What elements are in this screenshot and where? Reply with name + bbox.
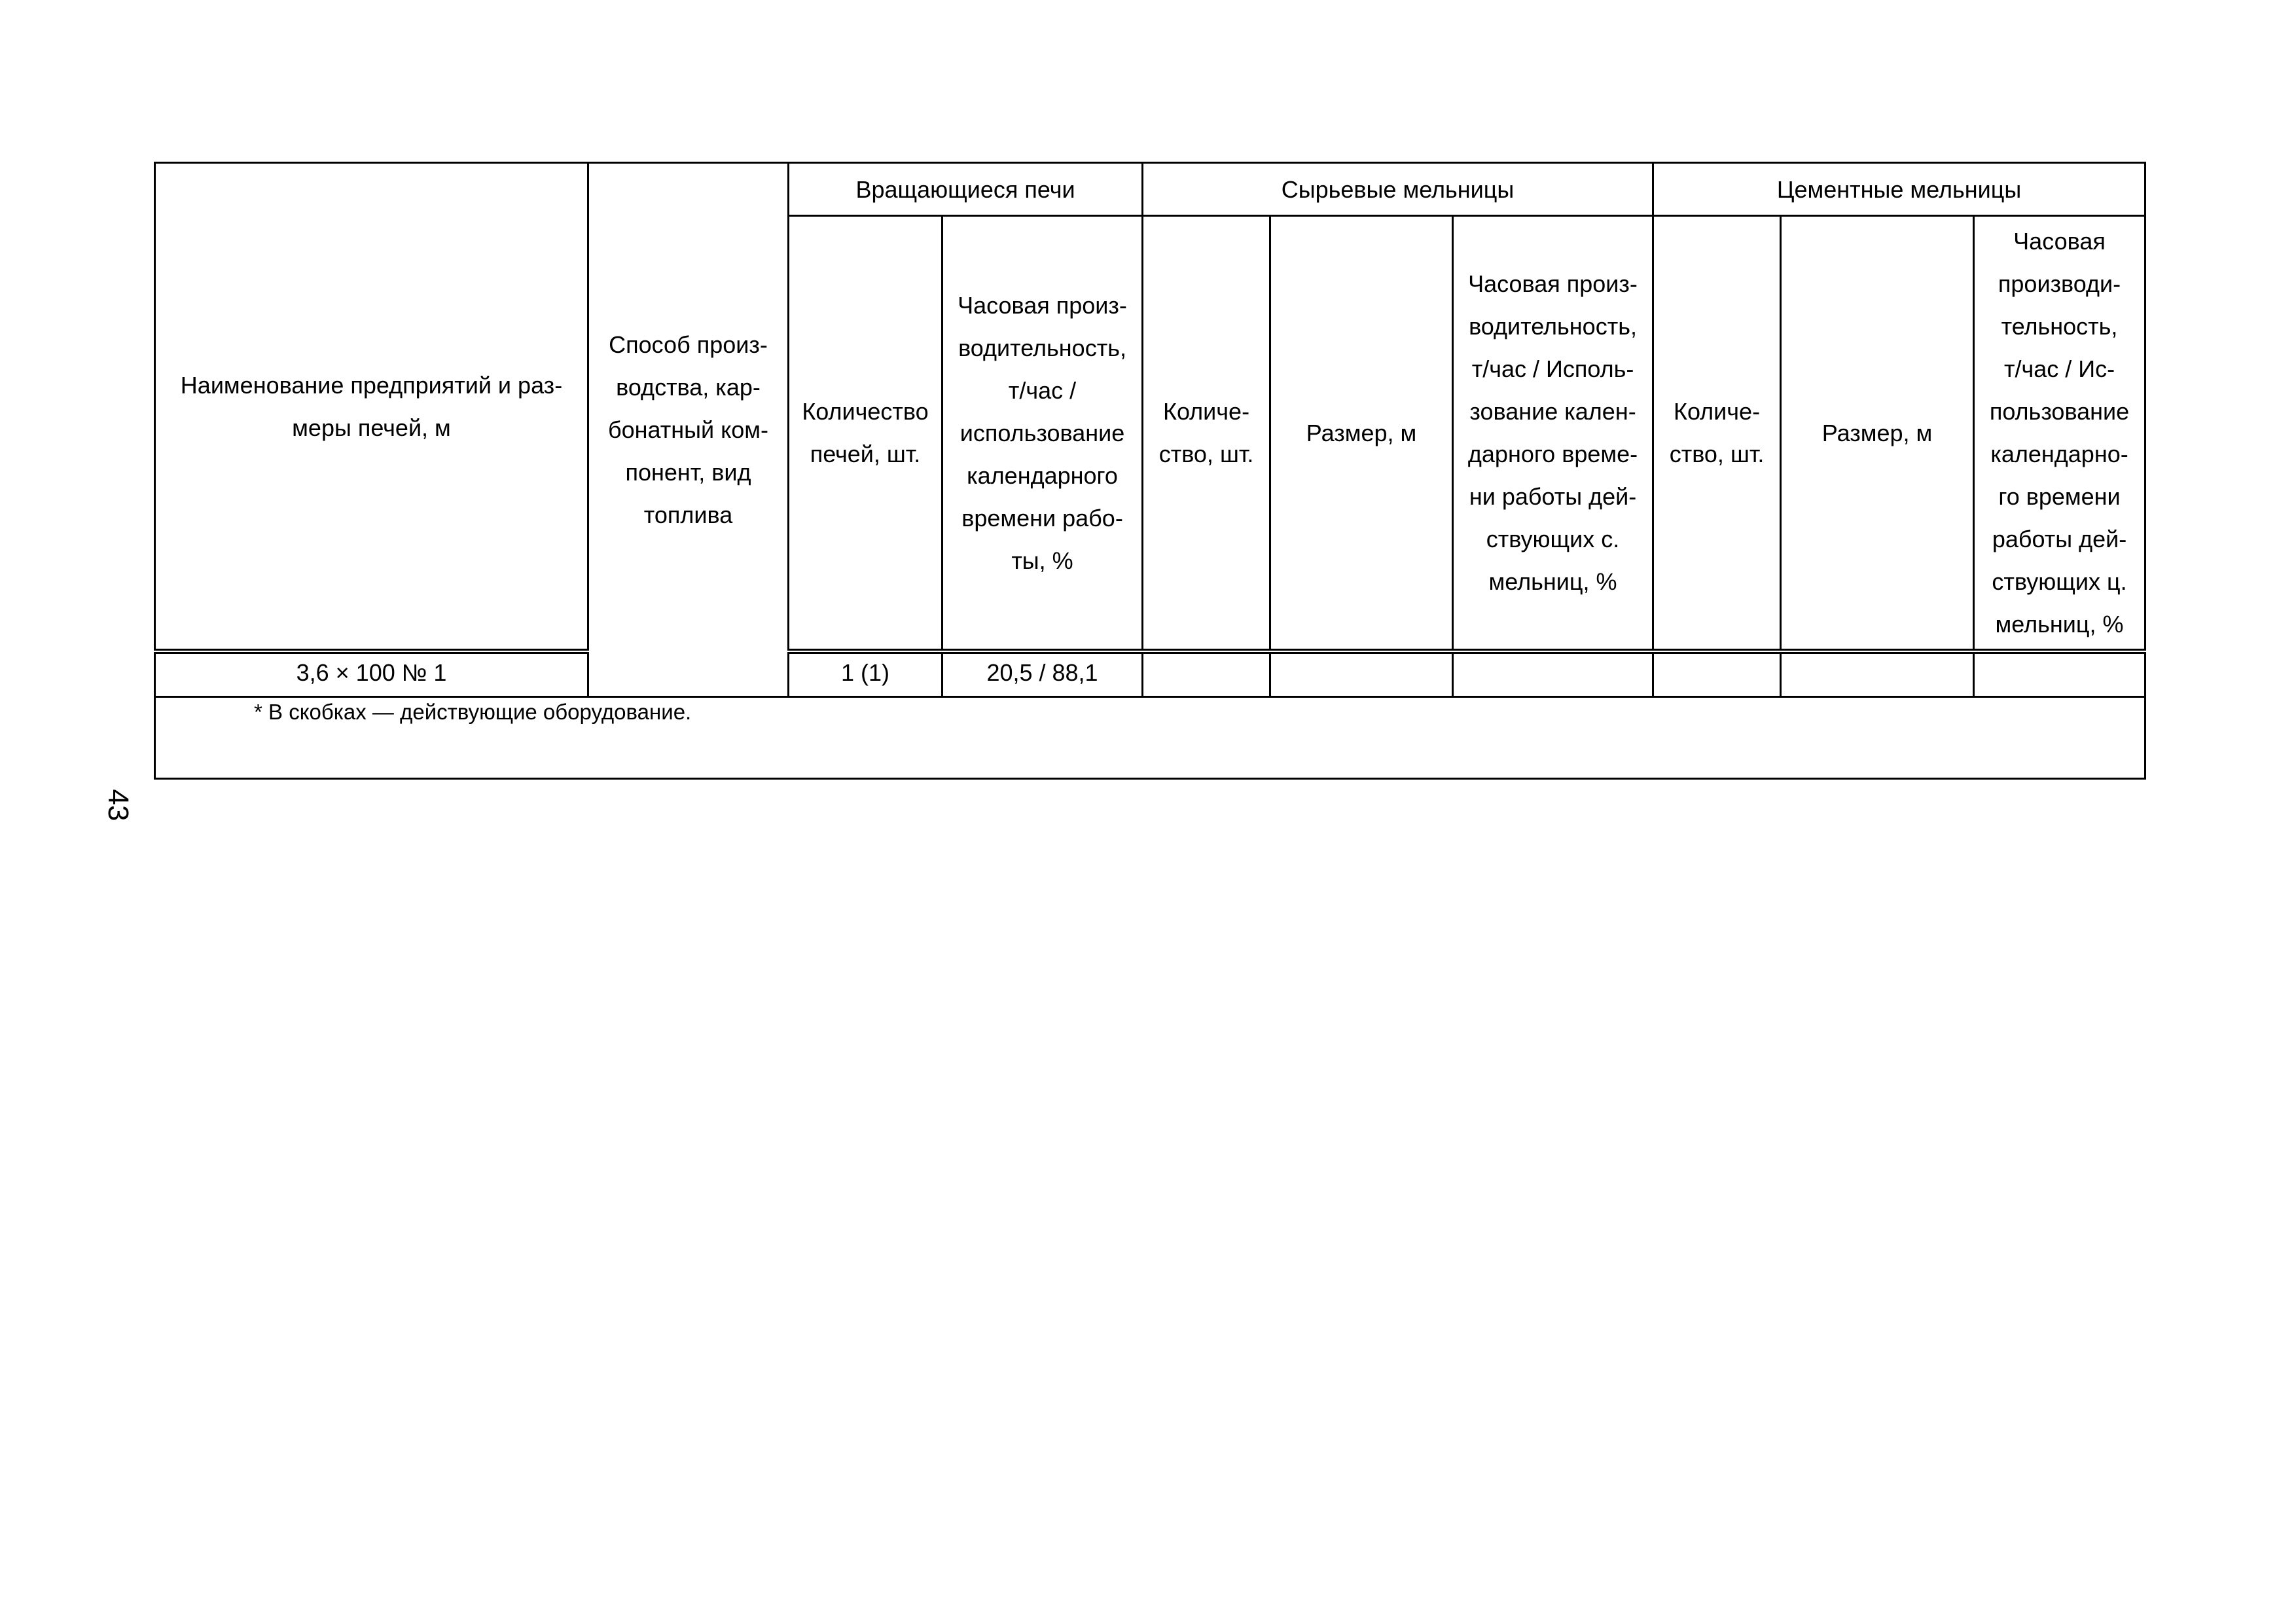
header-method-line: водства, кар- <box>616 374 761 401</box>
subheader-line: календарно- <box>1990 441 2128 467</box>
subheader-line: Размер, м <box>1821 419 1933 446</box>
subheader-line: т/час / Исполь- <box>1471 355 1634 382</box>
subheader-line: производи- <box>1998 270 2121 297</box>
group-header-raw-mills: Сырьевые мельницы <box>1143 163 1653 216</box>
cell-kilns-count: 1 (1) <box>789 651 942 697</box>
subheader-line: т/час / <box>1008 376 1077 404</box>
header-enterprise-name <box>155 163 588 652</box>
cell-kilns-capacity: 20,5 / 88,1 <box>942 651 1143 697</box>
subheader-line: дарного време- <box>1467 441 1638 467</box>
header-method-line: понент, вид <box>625 459 751 486</box>
subheader-line: Размер, м <box>1306 419 1417 446</box>
subheader-line: Часовая произ- <box>958 291 1127 319</box>
cell-cement-size <box>1781 651 1974 697</box>
subheader-line: печей, шт. <box>810 441 921 467</box>
group-header-cement-mills: Цементные мельницы <box>1653 163 2145 216</box>
cell-raw-size <box>1270 651 1453 697</box>
subheader-line: работы дей- <box>1992 526 2127 552</box>
subheader-line: Количе- <box>1673 398 1761 425</box>
subheader-raw-size <box>1270 216 1453 652</box>
subheader-raw-capacity <box>1453 216 1653 652</box>
subheader-cement-count <box>1653 216 1781 652</box>
cell-cement-count <box>1653 651 1781 697</box>
subheader-cement-size <box>1781 216 1974 652</box>
subheader-raw-count <box>1143 216 1270 652</box>
subheader-line: ство, шт. <box>1158 441 1254 467</box>
page-number: 43 <box>102 789 134 821</box>
subheader-line: ствующих с. <box>1486 526 1620 552</box>
group-header-rotary-kilns: Вращающиеся печи <box>789 163 1143 216</box>
subheader-line: использование <box>960 419 1125 446</box>
cell-name: 3,6 × 100 № 1 <box>155 651 588 697</box>
equipment-table <box>154 162 2146 780</box>
subheader-line: Часовая <box>2013 228 2106 255</box>
header-method-line: Способ произ- <box>609 331 768 358</box>
subheader-line: пользование <box>1989 398 2130 425</box>
header-method-line: бонатный ком- <box>607 416 769 443</box>
table-row <box>155 651 2145 697</box>
header-production-method <box>588 163 789 697</box>
subheader-line: Количество <box>802 398 929 425</box>
subheader-line: зование кален- <box>1469 398 1636 425</box>
subheader-line: ты, % <box>1011 547 1073 574</box>
header-method-line: топлива <box>643 501 733 528</box>
cell-raw-capacity <box>1453 651 1653 697</box>
subheader-line: ство, шт. <box>1669 441 1765 467</box>
footnote: * В скобках — действующие оборудование. <box>155 697 2145 779</box>
subheader-kilns-count <box>789 216 942 652</box>
subheader-line: т/час / Ис- <box>2003 355 2115 382</box>
subheader-line: календарного <box>967 461 1118 489</box>
subheader-cement-capacity <box>1974 216 2145 652</box>
subheader-line: мельниц, % <box>1995 611 2124 638</box>
subheader-kilns-capacity <box>942 216 1143 652</box>
subheader-line: мельниц, % <box>1488 568 1617 595</box>
subheader-line: водительность, <box>958 334 1126 361</box>
subheader-line: ни работы дей- <box>1469 483 1637 510</box>
subheader-line: ствующих ц. <box>1992 568 2127 595</box>
header-enterprise-name-line-2: меры печей, м <box>292 414 451 441</box>
header-enterprise-name-line-1: Наименование предприятий и раз- <box>180 371 563 399</box>
subheader-line: Количе- <box>1162 398 1250 425</box>
subheader-line: водительность, <box>1469 313 1637 340</box>
cell-raw-count <box>1143 651 1270 697</box>
subheader-line: го времени <box>1998 483 2121 510</box>
cell-cement-capacity <box>1974 651 2145 697</box>
subheader-line: времени рабо- <box>961 504 1123 532</box>
subheader-line: Часовая произ- <box>1468 270 1638 297</box>
subheader-line: тельность, <box>2001 313 2118 340</box>
